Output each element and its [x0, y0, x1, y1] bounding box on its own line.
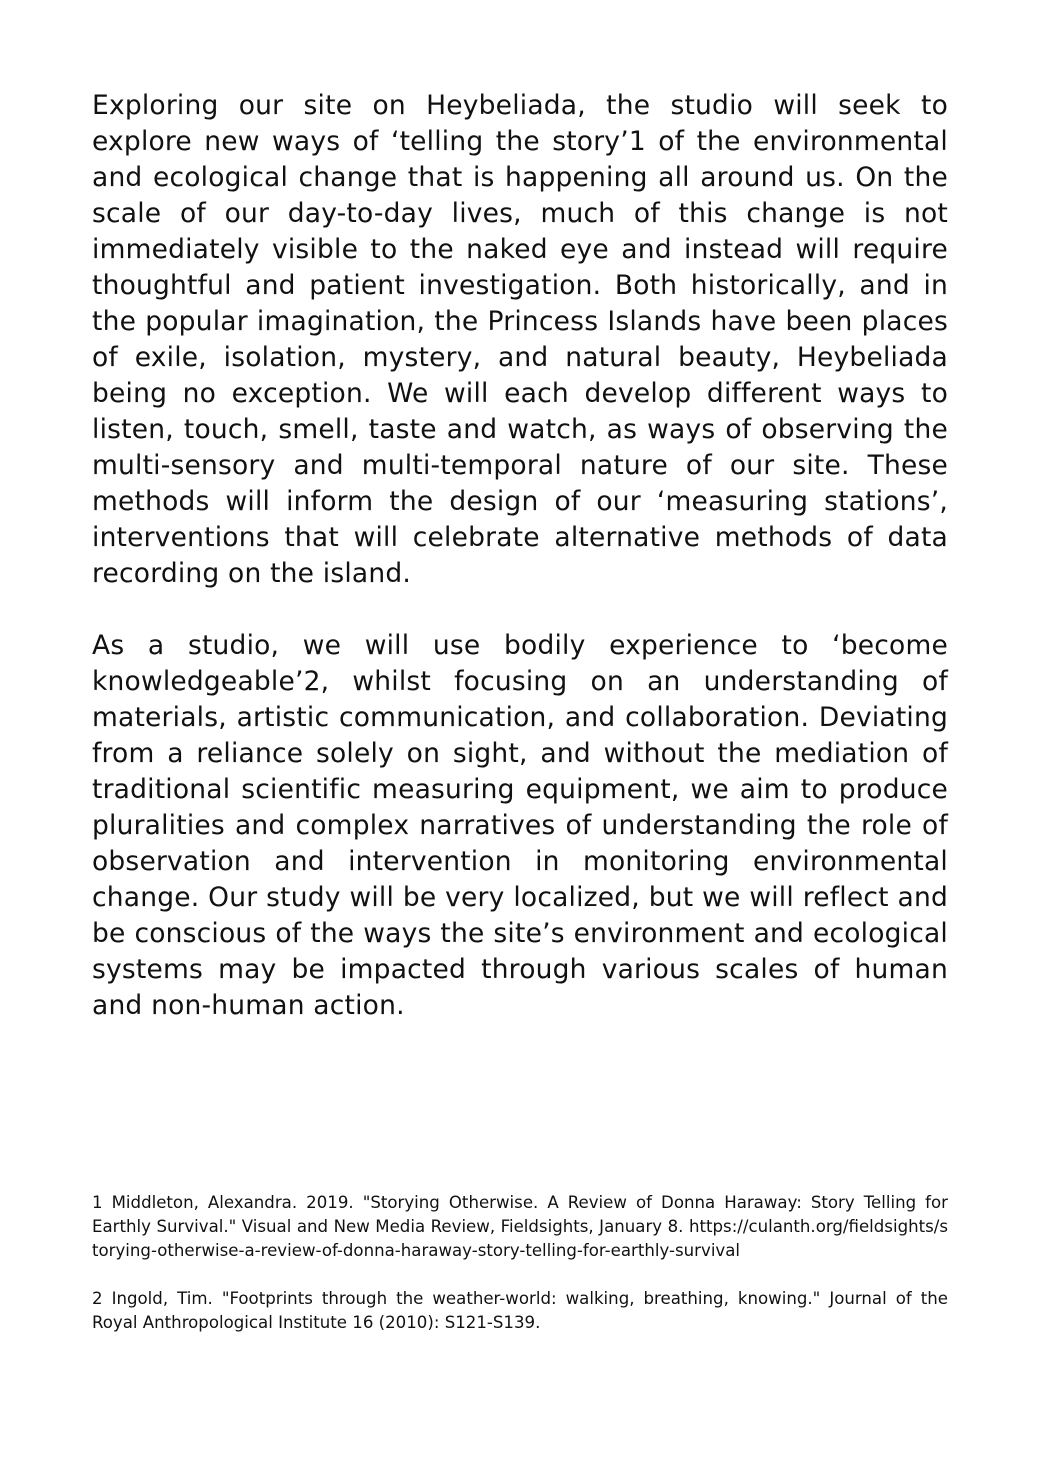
paragraph-intro: Exploring our site on Heybeliada, the studio will seek to explore new ways of ‘telling the story’1 of the environmental and ecological change that is happening all around us. On the scale of our day-to-day lives, much of this change is not immediately visible to the naked eye and instead will require thoughtful and patient investigation. Both historically, and in the popular imagination, the Princess Islands have been places of exile, isolation, mystery, and natural beauty, Heybeliada being no exception. We will each develop different ways to listen, touch, smell, taste and watch, as ways of observing the multi-sensory and multi-temporal nature of our site. These methods will inform the design of our ‘measuring stations’, interventions that will celebrate alternative methods of data recording on the island. [92, 90, 948, 589]
footnote-2: 2 Ingold, Tim. "Footprints through the weather-world: walking, breathing, knowing." Journal of the Royal Anthropological Institute 16 (2010): S121-S139. [92, 1289, 948, 1332]
paragraph-studio-approach: As a studio, we will use bodily experience to ‘become knowledgeable’2, whilst focusing on an understanding of materials, artistic communication, and collaboration. Deviating from a reliance solely on sight, and without the mediation of traditional scientific measuring equipment, we aim to produce pluralities and complex narratives of understanding the role of observation and intervention in monitoring environmental change. Our study will be very localized, but we will reflect and be conscious of the ways the site’s environment and ecological systems may be impacted through various scales of human and non-human action. [92, 630, 948, 1021]
footnote-1-url[interactable]: https://culanth.org/fieldsights/storying-otherwise-a-review-of-donna-haraway-story-telling-for-earthly-survival [92, 1217, 949, 1260]
footnote-1 [92, 1191, 948, 1263]
footnote-1-text: 1 Middleton, Alexandra. 2019. "Storying Otherwise. A Review of Donna Haraway: Story Telling for Earthly Survival." Visual and New Media Review, Fieldsights, January 8. [92, 1193, 948, 1236]
footnotes [92, 1191, 948, 1335]
document-body [92, 88, 948, 1024]
